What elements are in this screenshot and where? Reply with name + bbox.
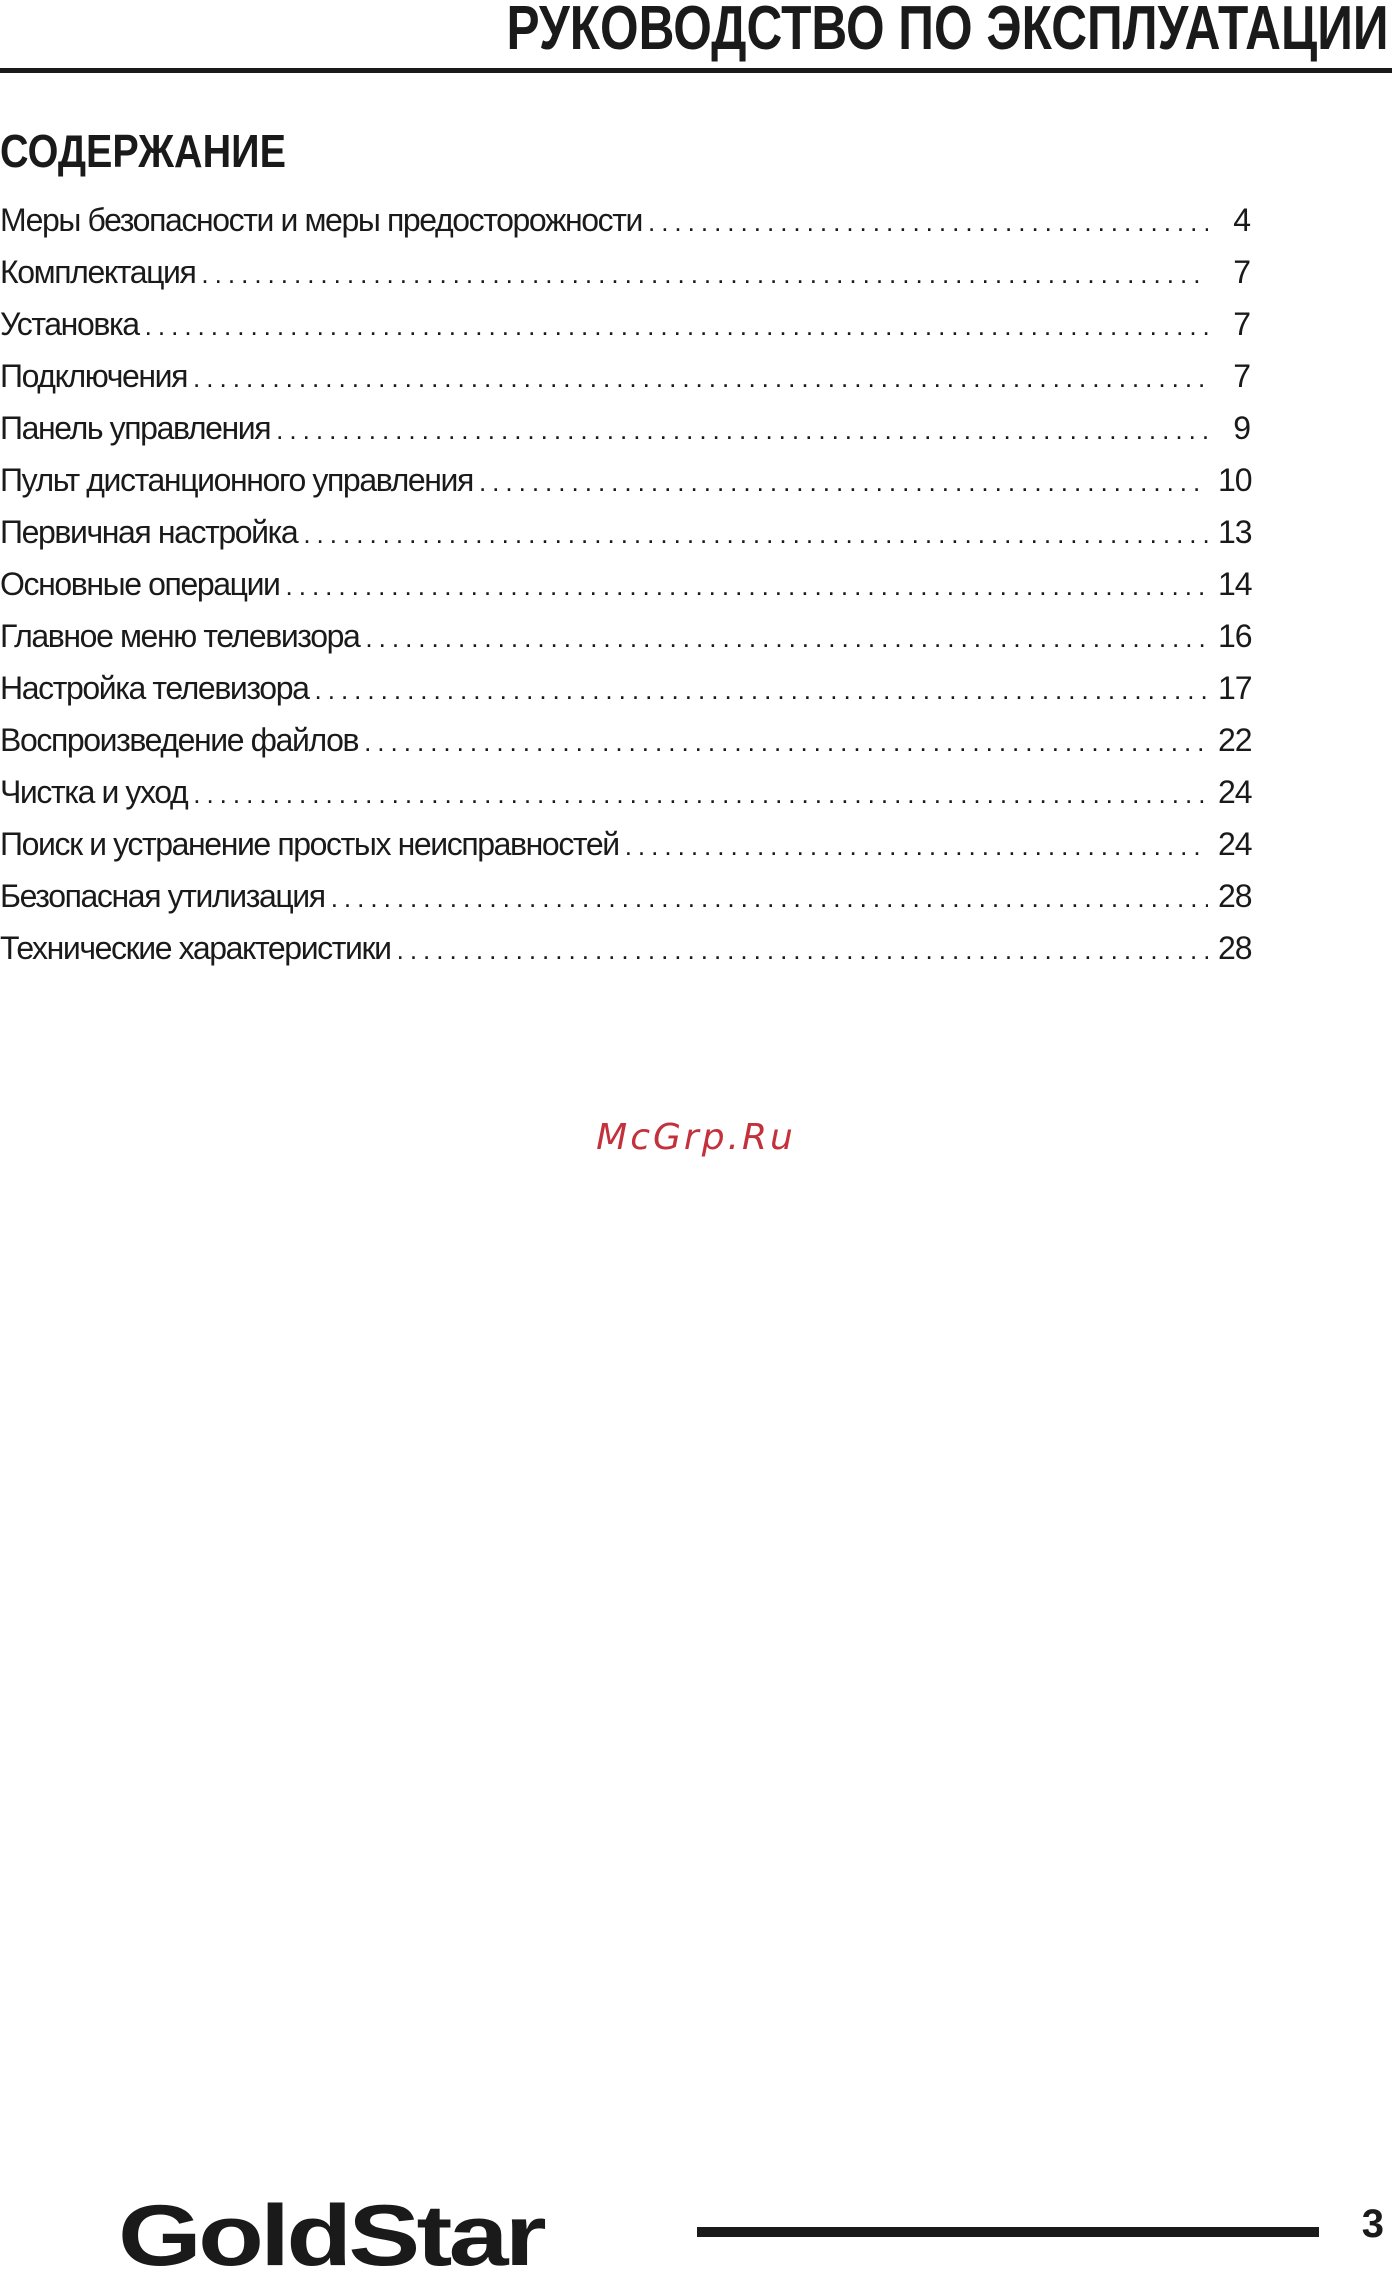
toc-entry-page: 16 (1218, 618, 1252, 654)
toc-entry-initial-setup[interactable] (0, 506, 1250, 558)
toc-entry-specifications[interactable] (0, 922, 1250, 974)
toc-entry-page: 17 (1218, 670, 1252, 706)
toc-dot-leader (193, 768, 1208, 820)
toc-entry-page: 9 (1233, 410, 1250, 446)
toc-entry-title: Подключения (0, 358, 188, 394)
brand-wordmark: GoldStar (118, 2188, 547, 2277)
toc-entry-title: Безопасная утилизация (0, 878, 325, 914)
toc-entry-page: 13 (1218, 514, 1252, 550)
toc-dot-leader (365, 612, 1208, 664)
toc-entry-page: 14 (1218, 566, 1252, 602)
toc-entry-page: 28 (1218, 930, 1252, 966)
toc-dot-leader (331, 872, 1208, 924)
toc-entry-title: Главное меню телевизора (0, 618, 360, 654)
toc-dot-leader (303, 508, 1208, 560)
toc-dot-leader (397, 924, 1208, 976)
toc-entry-page: 4 (1233, 202, 1250, 238)
toc-dot-leader (315, 664, 1208, 716)
toc-entry-troubleshooting[interactable] (0, 818, 1250, 870)
toc-entry-title: Пульт дистанционного управления (0, 462, 473, 498)
toc-dot-leader (276, 404, 1208, 456)
goldstar-logo (118, 2180, 548, 2284)
toc-entry-page: 22 (1218, 722, 1252, 758)
toc-entry-installation[interactable] (0, 298, 1250, 350)
toc-entry-tv-settings[interactable] (0, 662, 1250, 714)
toc-entry-page: 7 (1233, 254, 1250, 290)
toc-entry-main-menu[interactable] (0, 610, 1250, 662)
toc-dot-leader (201, 248, 1208, 300)
toc-entry-title: Панель управления (0, 410, 271, 446)
toc-entry-title: Настройка телевизора (0, 670, 309, 706)
toc-entry-title: Основные операции (0, 566, 280, 602)
toc-entry-package-contents[interactable] (0, 246, 1250, 298)
toc-entry-page: 10 (1218, 462, 1252, 498)
toc-entry-control-panel[interactable] (0, 402, 1250, 454)
toc-entry-title: Меры безопасности и меры предосторожности (0, 202, 642, 238)
page-footer (0, 2180, 1392, 2289)
manual-title: РУКОВОДСТВО ПО ЭКСПЛУАТАЦИИ (506, 0, 1388, 63)
toc-entry-title: Воспроизведение файлов (0, 722, 359, 758)
toc-entry-page: 24 (1218, 774, 1252, 810)
goldstar-logo-icon (118, 2187, 548, 2277)
toc-entry-title: Поиск и устранение простых неисправностей (0, 826, 619, 862)
toc-entry-title: Технические характеристики (0, 930, 391, 966)
toc-entry-cleaning-care[interactable] (0, 766, 1250, 818)
page-number: 3 (1361, 2202, 1384, 2246)
header-divider (0, 68, 1392, 73)
toc-dot-leader (648, 196, 1208, 248)
toc-entry-title: Чистка и уход (0, 774, 188, 810)
toc-dot-leader (193, 352, 1208, 404)
footer-divider (697, 2227, 1319, 2237)
toc-entry-connections[interactable] (0, 350, 1250, 402)
page-header (0, 0, 1392, 78)
toc-entry-page: 24 (1218, 826, 1252, 862)
table-of-contents (0, 125, 1252, 974)
toc-dot-leader (364, 716, 1208, 768)
toc-entry-title: Установка (0, 306, 139, 342)
toc-dot-leader (286, 560, 1208, 612)
toc-heading: СОДЕРЖАНИЕ (0, 125, 286, 177)
toc-entry-file-playback[interactable] (0, 714, 1250, 766)
toc-dot-leader (479, 456, 1208, 508)
toc-entry-safety[interactable] (0, 194, 1250, 246)
toc-entry-title: Комплектация (0, 254, 196, 290)
toc-list (0, 194, 1250, 974)
toc-entry-basic-operations[interactable] (0, 558, 1250, 610)
toc-entry-title: Первичная настройка (0, 514, 298, 550)
watermark-text: McGrp.Ru (596, 1117, 796, 1158)
toc-entry-page: 7 (1233, 306, 1250, 342)
toc-dot-leader (145, 300, 1208, 352)
toc-dot-leader (625, 820, 1208, 872)
toc-entry-page: 7 (1233, 358, 1250, 394)
toc-entry-remote-control[interactable] (0, 454, 1250, 506)
toc-entry-safe-disposal[interactable] (0, 870, 1250, 922)
toc-entry-page: 28 (1218, 878, 1252, 914)
